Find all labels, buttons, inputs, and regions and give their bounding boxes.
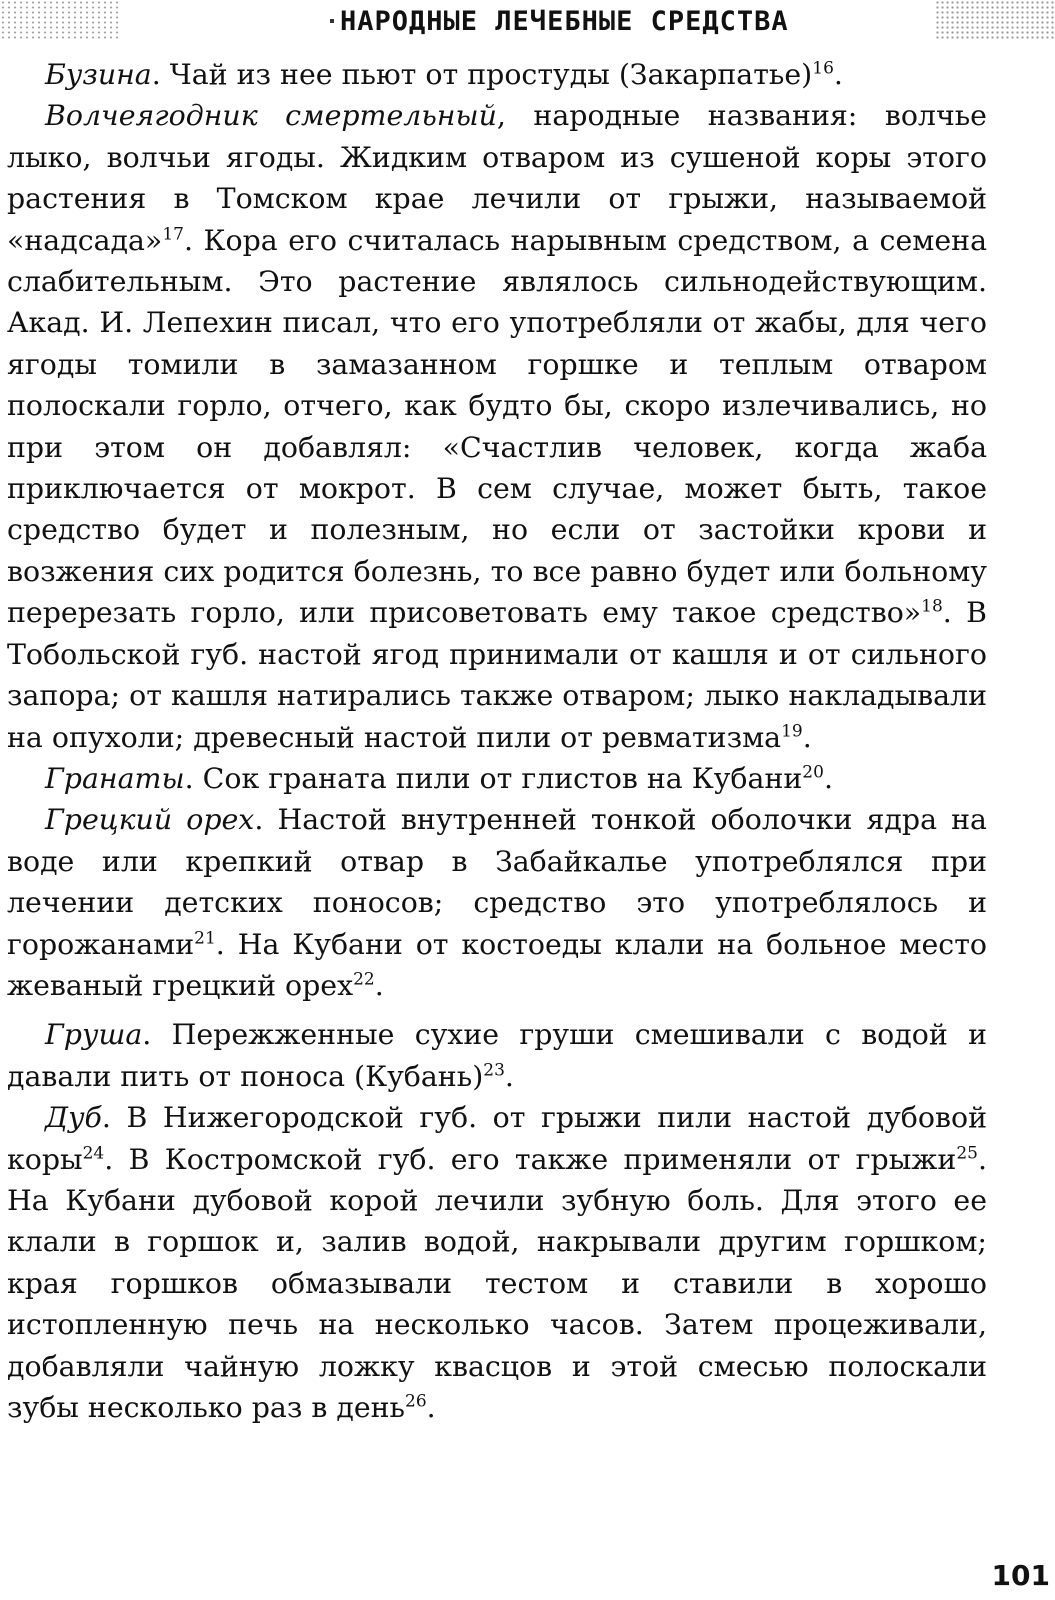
running-header xyxy=(0,0,1055,46)
header-texture-right xyxy=(935,0,1055,40)
paragraph-buzina xyxy=(7,54,987,95)
text: . Настой внутренней тонкой оболочки ядра на воде или крепкий отвар в Забайкалье употреблялся при лечении детских поносов; средство это употреблялось и горожанами xyxy=(7,803,987,961)
text: . Пережженные сухие груши смешивали с водой и давали пить от поноса (Кубань) xyxy=(7,1018,987,1093)
paragraph-dub xyxy=(7,1097,987,1428)
header-dot xyxy=(330,19,334,23)
paragraph-grusha xyxy=(7,1014,987,1097)
header-texture-left xyxy=(0,0,120,40)
text: . xyxy=(426,1391,436,1424)
footnote-ref: 23 xyxy=(483,1060,505,1081)
footnote-ref: 16 xyxy=(812,58,834,79)
page-number: 101 xyxy=(991,1559,1050,1592)
footnote-ref: 22 xyxy=(353,969,375,990)
text: . В Костромской губ. его также применяли от грыжи xyxy=(104,1142,957,1176)
text: . Чай из нее пьют от простуды (Закарпатье) xyxy=(151,58,813,91)
paragraph-gretsky-orekh xyxy=(7,799,987,1006)
term: Гранаты xyxy=(45,761,185,795)
text: . xyxy=(802,720,812,754)
footnote-ref: 20 xyxy=(802,762,824,783)
text: , народные названия: волчье лыко, волчьи ягоды. Жидким отваром из сушеной коры этого растения в Томском крае лечили от грыжи, называемой «надсада» xyxy=(7,99,987,257)
text: . В Тобольской губ. настой ягод принимали от кашля и от сильного запора; от кашля натирались также отваром; лыко накладывали на опухоли; древесный настой пили от ревматизма xyxy=(7,596,987,754)
running-title: НАРОДНЫЕ ЛЕЧЕБНЫЕ СРЕДСТВА xyxy=(340,6,789,37)
footnote-ref: 17 xyxy=(162,224,184,245)
footnote-ref: 26 xyxy=(405,1391,427,1412)
text: . В Нижегородской губ. от грыжи пили настой дубовой коры xyxy=(7,1101,987,1176)
footnote-ref: 21 xyxy=(194,928,216,949)
footnote-ref: 24 xyxy=(82,1143,105,1164)
term: Груша xyxy=(45,1018,143,1052)
page-text xyxy=(7,54,987,1428)
term: Грецкий орех xyxy=(45,803,255,837)
footnote-ref: 25 xyxy=(956,1143,978,1164)
text: . xyxy=(833,58,843,91)
term: Бузина xyxy=(45,58,152,91)
text: . На Кубани дубовой корой лечили зубную боль. Для этого ее клали в горшок и, залив водой, накрывали другим горшком; края горшков обмазывали тестом и ставили в хорошо истопленную печь на несколько часов. Затем процеживали, добавляли чайную ложку квасцов и этой смесью полоскали зубы несколько раз в день xyxy=(7,1142,987,1424)
text: . xyxy=(374,968,384,1002)
text: . Кора его считалась нарывным средством, а семена слабительным. Это растение являлось сильнодействующим. Акад. И. Лепехин писал, что его употребляли от жабы, для чего ягоды томили в замазанном горшке и теплым отваром полоскали горло, отчего, как будто бы, скоро излечивались, но при этом он добавлял: «Счастлив человек, когда жаба приключается от мокрот. В сем случае, может быть, такое средство будет и полезным, но если от застойки крови и возжения сих родится болезнь, то все равно будет или больному перерезать горло, или присоветовать ему такое средство» xyxy=(7,223,987,630)
paragraph-volcheyagodnik xyxy=(7,95,987,758)
text: . xyxy=(823,761,833,795)
text: . Сок граната пили от глистов на Кубани xyxy=(184,761,803,795)
footnote-ref: 18 xyxy=(921,596,943,617)
term: Дуб xyxy=(45,1101,102,1135)
paragraph-granaty xyxy=(7,758,987,799)
term: Волчеягодник смертельный xyxy=(45,99,497,133)
text: . На Кубани от костоеды клали на больное место жеваный грецкий орех xyxy=(7,927,987,1002)
footnote-ref: 19 xyxy=(781,721,803,742)
text: . xyxy=(504,1059,514,1093)
